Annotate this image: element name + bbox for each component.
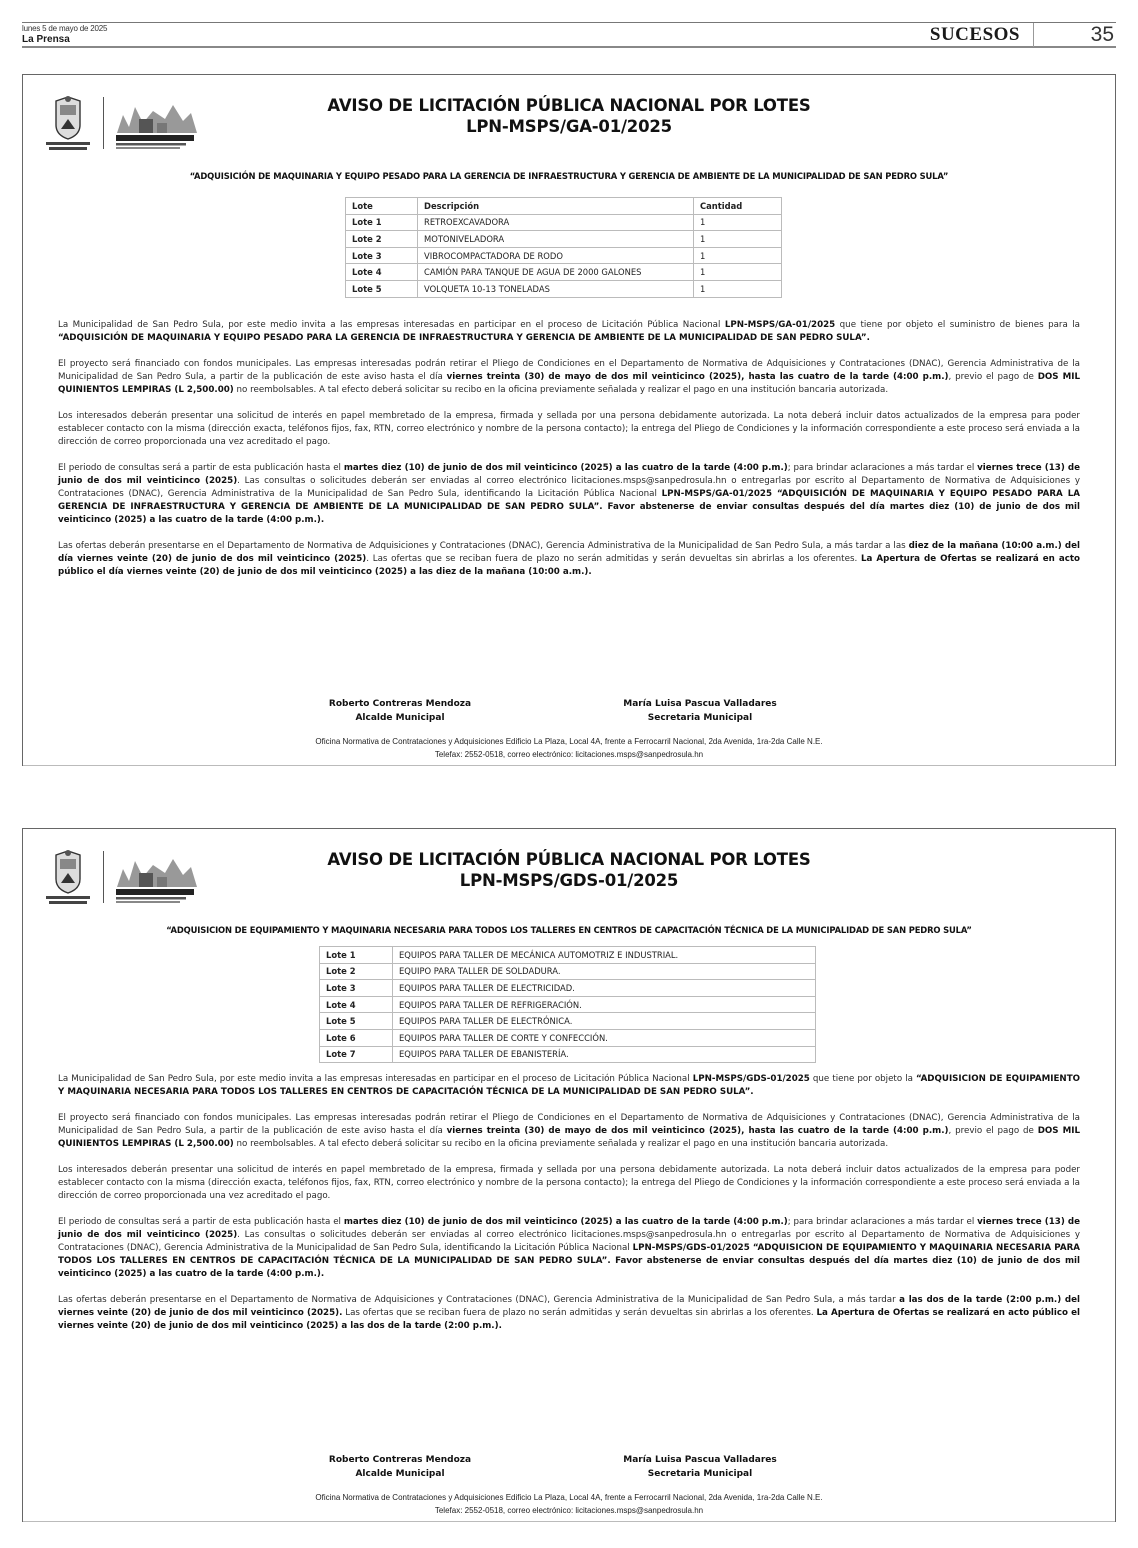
signatory-name: María Luisa Pascua Valladares bbox=[623, 1455, 777, 1465]
lot-description: EQUIPOS PARA TALLER DE CORTE Y CONFECCIÓN. bbox=[393, 1029, 816, 1046]
paragraph-financing bbox=[58, 1112, 1080, 1151]
text-run: no reembolsables. A tal efecto deberá solicitar su recibo en la oficina previamente señalada y realizar el pago en una institución bancaria autorizada. bbox=[233, 385, 889, 395]
table-row bbox=[346, 280, 782, 297]
table-header-row bbox=[346, 198, 782, 215]
paragraph-consultations bbox=[58, 462, 1080, 527]
lot-number: Lote 3 bbox=[346, 247, 418, 264]
bold-run: martes diez (10) de junio de dos mil veinticinco (2025) a las cuatro de la tarde (4:00 p.m.) bbox=[343, 1217, 788, 1227]
text-run: no reembolsables. A tal efecto deberá solicitar su recibo en la oficina previamente señalada y realizar el pago en una institución bancaria autorizada. bbox=[233, 1139, 889, 1149]
lot-description: EQUIPOS PARA TALLER DE ELECTRICIDAD. bbox=[393, 980, 816, 997]
table-row bbox=[320, 1013, 816, 1030]
lots-table bbox=[319, 946, 816, 1063]
bold-run: La Apertura de Ofertas se realizará en acto público el viernes veinte (20) de junio de dos mil veinticinco (2025) a las dos de la tarde (2:00 p.m.). bbox=[58, 1308, 1080, 1331]
publication-date: lunes 5 de mayo de 2025 bbox=[22, 24, 108, 33]
bold-run: diez de la mañana (10:00 a.m.) del día viernes veinte (20) de junio de dos mil veinticinco (2025) bbox=[58, 541, 1080, 564]
lot-description: VIBROCOMPACTADORA DE RODO bbox=[418, 247, 694, 264]
signatory-name: María Luisa Pascua Valladares bbox=[623, 699, 777, 709]
text-run: El proyecto será financiado con fondos municipales. Las empresas interesadas podrán retirar el Pliego de Condiciones en el Departamento de Normativa de Adquisiciones y Contrataciones (DNAC), Gerencia Administrativa de la Municipalidad de San Pedro Sula, a partir de la publicación de este aviso hasta el día bbox=[58, 359, 1080, 382]
title-line-1: AVISO DE LICITACIÓN PÚBLICA NACIONAL POR LOTES bbox=[327, 850, 811, 869]
column-header: Lote bbox=[346, 198, 418, 215]
text-run: . Las consultas o solicitudes deberán ser enviadas al correo electrónico licitaciones.msps@sanpedrosula.hn o entregarlas por escrito al Departamento de Normativa de Adquisiciones y Contrataciones (DNAC), Gerencia Administrativa de la Municipalidad de San Pedro Sula, identificando la Licitación Pública Nacional bbox=[58, 1230, 1080, 1253]
bold-run: a las dos de la tarde (2:00 p.m.) del viernes veinte (20) de junio de dos mil veinticinco (2025). bbox=[58, 1295, 1080, 1318]
bold-run: viernes treinta (30) de mayo de dos mil veinticinco (2025), hasta las cuatro de la tarde (4:00 p.m.) bbox=[446, 372, 949, 382]
lot-description: EQUIPOS PARA TALLER DE REFRIGERACIÓN. bbox=[393, 996, 816, 1013]
notice-body bbox=[58, 319, 1080, 592]
signatory-role: Alcalde Municipal bbox=[355, 1469, 445, 1479]
signatory-secretary bbox=[570, 697, 830, 725]
lot-description: RETROEXCAVADORA bbox=[418, 214, 694, 231]
notice-subject: “ADQUISICIÓN DE MAQUINARIA Y EQUIPO PESADO PARA LA GERENCIA DE INFRAESTRUCTURA Y GERENCIA DE AMBIENTE DE LA MUNICIPALIDAD DE SAN PEDRO SULA” bbox=[189, 171, 949, 181]
table-row bbox=[346, 264, 782, 281]
bold-run: viernes trece (13) de junio de dos mil veinticinco (2025) bbox=[58, 1217, 1080, 1240]
lot-number: Lote 1 bbox=[346, 214, 418, 231]
table-row bbox=[320, 1029, 816, 1046]
bold-run: LPN-MSPS/GA-01/2025 bbox=[724, 320, 836, 330]
lot-quantity: 1 bbox=[694, 247, 782, 264]
lot-description: EQUIPOS PARA TALLER DE EBANISTERÍA. bbox=[393, 1046, 816, 1063]
paragraph-offers bbox=[58, 1294, 1080, 1333]
page-number: 35 bbox=[1090, 23, 1114, 46]
office-address: Oficina Normativa de Contrataciones y Adquisiciones Edificio La Plaza, Local 4A, frente a Ferrocarril Nacional, 2da Avenida, 1ra-2da Calle N.E. bbox=[315, 737, 823, 746]
divider bbox=[23, 765, 1115, 766]
table-row bbox=[320, 1046, 816, 1063]
office-footer bbox=[23, 1491, 1115, 1517]
lot-number: Lote 4 bbox=[346, 264, 418, 281]
text-run: ; para brindar aclaraciones a más tardar el bbox=[787, 1217, 978, 1227]
text-run: que tiene por objeto la bbox=[809, 1074, 916, 1084]
tender-code: LPN-MSPS/GDS-01/2025 bbox=[459, 871, 679, 890]
lot-quantity: 1 bbox=[694, 264, 782, 281]
lot-number: Lote 1 bbox=[320, 947, 393, 964]
tender-notice-gds bbox=[22, 828, 1116, 1522]
lot-number: Lote 4 bbox=[320, 996, 393, 1013]
bold-run: DOS MIL QUINIENTOS LEMPIRAS (L 2,500.00) bbox=[58, 372, 1081, 395]
office-footer bbox=[23, 735, 1115, 761]
bold-run: LPN-MSPS/GDS-01/2025 “ADQUISICION DE EQUIPAMIENTO Y MAQUINARIA NECESARIA PARA TODOS LOS TALLERES EN CENTROS DE CAPACITACIÓN TÉCNICA DE LA MUNICIPALIDAD DE SAN PEDRO SULA”. Favor abstenerse de enviar consultas después del día martes diez (10) de junio de dos mil veinticinco (2025) a las cuatro de la tarde (4:00 p.m.). bbox=[58, 1243, 1080, 1279]
bold-run: viernes trece (13) de junio de dos mil veinticinco (2025) bbox=[58, 463, 1080, 486]
lot-description: EQUIPO PARA TALLER DE SOLDADURA. bbox=[393, 963, 816, 980]
lot-quantity: 1 bbox=[694, 280, 782, 297]
table-row bbox=[346, 231, 782, 248]
office-address: Oficina Normativa de Contrataciones y Adquisiciones Edificio La Plaza, Local 4A, frente a Ferrocarril Nacional, 2da Avenida, 1ra-2da Calle N.E. bbox=[315, 1493, 823, 1502]
column-header: Descripción bbox=[418, 198, 694, 215]
bold-run: La Apertura de Ofertas se realizará en acto público el día viernes veinte (20) de junio de dos mil veinticinco (2025) a las diez de la mañana (10:00 a.m.). bbox=[58, 554, 1080, 577]
text-run: . Las consultas o solicitudes deberán ser enviadas al correo electrónico licitaciones.msps@sanpedrosula.hn o entregarlas por escrito al Departamento de Normativa de Adquisiciones y Contrataciones (DNAC), Gerencia Administrativa de la Municipalidad de San Pedro Sula, identificando la Licitación Pública Nacional bbox=[58, 476, 1080, 499]
signatories bbox=[23, 697, 1115, 727]
text-run: El periodo de consultas será a partir de esta publicación hasta el bbox=[58, 463, 344, 473]
paragraph-requirements: Los interesados deberán presentar una solicitud de interés en papel membretado de la empresa, firmada y sellada por una persona debidamente autorizada. La nota deberá incluir datos actualizados de la empresa para poder establecer contacto con la misma (dirección exacta, teléfonos fijos, fax, RTN, correo electrónico y nombre de la persona contacto); la entrega del Pliego de Condiciones y la información correspondiente a este proceso será enviada a la dirección de correo proporcionada una vez acreditado el pago. bbox=[58, 411, 1080, 447]
bold-run: “ADQUISICIÓN DE MAQUINARIA Y EQUIPO PESADO PARA LA GERENCIA DE INFRAESTRUCTURA Y GERENCIA DE AMBIENTE DE LA MUNICIPALIDAD DE SAN PEDRO SULA”. bbox=[58, 333, 870, 343]
signatory-role: Secretaria Municipal bbox=[647, 713, 753, 723]
lot-quantity: 1 bbox=[694, 214, 782, 231]
text-run: ; para brindar aclaraciones a más tardar el bbox=[787, 463, 978, 473]
paragraph-consultations bbox=[58, 1216, 1080, 1281]
notice-body bbox=[58, 1073, 1080, 1346]
lot-number: Lote 5 bbox=[320, 1013, 393, 1030]
lot-number: Lote 7 bbox=[320, 1046, 393, 1063]
paragraph-offers bbox=[58, 540, 1080, 579]
masthead-divider bbox=[1033, 23, 1034, 47]
bold-run: viernes treinta (30) de mayo de dos mil veinticinco (2025), hasta las cuatro de la tarde (4:00 p.m.) bbox=[446, 1126, 949, 1136]
lot-number: Lote 6 bbox=[320, 1029, 393, 1046]
table-row bbox=[320, 980, 816, 997]
lot-description: EQUIPOS PARA TALLER DE ELECTRÓNICA. bbox=[393, 1013, 816, 1030]
signatories bbox=[23, 1453, 1115, 1483]
signatory-role: Secretaria Municipal bbox=[647, 1469, 753, 1479]
lot-description: EQUIPOS PARA TALLER DE MECÁNICA AUTOMOTRIZ E INDUSTRIAL. bbox=[393, 947, 816, 964]
lot-description: CAMIÓN PARA TANQUE DE AGUA DE 2000 GALONES bbox=[418, 264, 694, 281]
office-contact: Telefax: 2552-0518, correo electrónico: licitaciones.msps@sanpedrosula.hn bbox=[434, 1506, 704, 1515]
text-run: La Municipalidad de San Pedro Sula, por este medio invita a las empresas interesadas en participar en el proceso de Licitación Pública Nacional bbox=[58, 1074, 693, 1084]
lot-description: MOTONIVELADORA bbox=[418, 231, 694, 248]
text-run: , previo el pago de bbox=[948, 1126, 1038, 1136]
bold-run: “ADQUISICION DE EQUIPAMIENTO Y MAQUINARIA NECESARIA PARA TODOS LOS TALLERES EN CENTROS DE CAPACITACIÓN TÉCNICA DE LA MUNICIPALIDAD DE SAN PEDRO SULA”. bbox=[58, 1074, 1081, 1097]
text-run: El proyecto será financiado con fondos municipales. Las empresas interesadas podrán retirar el Pliego de Condiciones en el Departamento de Normativa de Adquisiciones y Contrataciones (DNAC), Gerencia Administrativa de la Municipalidad de San Pedro Sula, a partir de la publicación de este aviso hasta el día bbox=[58, 1113, 1080, 1136]
bold-run: LPN-MSPS/GA-01/2025 “ADQUISICIÓN DE MAQUINARIA Y EQUIPO PESADO PARA LA GERENCIA DE INFRAESTRUCTURA Y GERENCIA DE AMBIENTE DE LA MUNICIPALIDAD DE SAN PEDRO SULA”. Favor abstenerse de enviar consultas después del día martes diez (10) de junio de dos mil veinticinco (2025) a las cuatro de la tarde (4:00 p.m.). bbox=[58, 489, 1080, 525]
title-line-1: AVISO DE LICITACIÓN PÚBLICA NACIONAL POR LOTES bbox=[327, 96, 811, 115]
text-run: que tiene por objeto el suministro de bienes para la bbox=[835, 320, 1080, 330]
text-run: La Municipalidad de San Pedro Sula, por este medio invita a las empresas interesadas en participar en el proceso de Licitación Pública Nacional bbox=[58, 320, 725, 330]
paragraph-invitation bbox=[58, 319, 1080, 345]
divider bbox=[23, 1521, 1115, 1522]
text-run: . Las ofertas que se reciban fuera de plazo no serán admitidas y serán devueltas sin abrirlas a los oferentes. bbox=[366, 554, 861, 564]
lot-number: Lote 3 bbox=[320, 980, 393, 997]
signatory-name: Roberto Contreras Mendoza bbox=[328, 699, 472, 709]
bold-run: LPN-MSPS/GDS-01/2025 bbox=[692, 1074, 810, 1084]
bold-run: martes diez (10) de junio de dos mil veinticinco (2025) a las cuatro de la tarde (4:00 p.m.) bbox=[343, 463, 788, 473]
masthead bbox=[22, 22, 1116, 48]
paragraph-requirements: Los interesados deberán presentar una solicitud de interés en papel membretado de la empresa, firmada y sellada por una persona debidamente autorizada. La nota deberá incluir datos actualizados de la empresa para poder establecer contacto con la misma (dirección exacta, teléfonos fijos, fax, RTN, correo electrónico y nombre de la persona contacto); la entrega del Pliego de Condiciones y la información correspondiente a este proceso será enviada a la dirección de correo proporcionada una vez acreditado el pago. bbox=[58, 1165, 1080, 1201]
text-run: El periodo de consultas será a partir de esta publicación hasta el bbox=[58, 1217, 344, 1227]
text-run: Las ofertas deberán presentarse en el Departamento de Normativa de Adquisiciones y Contrataciones (DNAC), Gerencia Administrativa de la Municipalidad de San Pedro Sula, a más tardar a las bbox=[58, 541, 909, 551]
office-contact: Telefax: 2552-0518, correo electrónico: licitaciones.msps@sanpedrosula.hn bbox=[434, 750, 704, 759]
table-row bbox=[346, 214, 782, 231]
lot-number: Lote 2 bbox=[346, 231, 418, 248]
lot-quantity: 1 bbox=[694, 231, 782, 248]
notice-title bbox=[23, 95, 1115, 137]
notice-title bbox=[23, 849, 1115, 891]
lot-description: VOLQUETA 10-13 TONELADAS bbox=[418, 280, 694, 297]
table-row bbox=[320, 996, 816, 1013]
paragraph-financing bbox=[58, 358, 1080, 397]
paragraph-invitation bbox=[58, 1073, 1080, 1099]
text-run: Las ofertas deberán presentarse en el Departamento de Normativa de Adquisiciones y Contrataciones (DNAC), Gerencia Administrativa de la Municipalidad de San Pedro Sula, a más tardar bbox=[58, 1295, 900, 1305]
tender-code: LPN-MSPS/GA-01/2025 bbox=[466, 117, 672, 136]
tender-notice-ga bbox=[22, 74, 1116, 766]
lot-number: Lote 5 bbox=[346, 280, 418, 297]
section-name: SUCESOS bbox=[929, 24, 1020, 45]
column-header: Cantidad bbox=[694, 198, 782, 215]
newspaper-name: La Prensa bbox=[22, 34, 70, 45]
signatory-mayor bbox=[270, 1453, 530, 1481]
text-run: , previo el pago de bbox=[948, 372, 1038, 382]
signatory-name: Roberto Contreras Mendoza bbox=[328, 1455, 472, 1465]
signatory-secretary bbox=[570, 1453, 830, 1481]
table-row bbox=[320, 947, 816, 964]
table-row bbox=[320, 963, 816, 980]
text-run: Las ofertas que se reciban fuera de plazo no serán admitidas y serán devueltas sin abrirlas a los oferentes. bbox=[342, 1308, 817, 1318]
table-row bbox=[346, 247, 782, 264]
lots-table bbox=[345, 197, 782, 298]
notice-subject: “ADQUISICION DE EQUIPAMIENTO Y MAQUINARIA NECESARIA PARA TODOS LOS TALLERES EN CENTROS DE CAPACITACIÓN TÉCNICA DE LA MUNICIPALIDAD DE SAN PEDRO SULA” bbox=[166, 925, 972, 935]
signatory-role: Alcalde Municipal bbox=[355, 713, 445, 723]
bold-run: DOS MIL QUINIENTOS LEMPIRAS (L 2,500.00) bbox=[58, 1126, 1081, 1149]
lot-number: Lote 2 bbox=[320, 963, 393, 980]
signatory-mayor bbox=[270, 697, 530, 725]
